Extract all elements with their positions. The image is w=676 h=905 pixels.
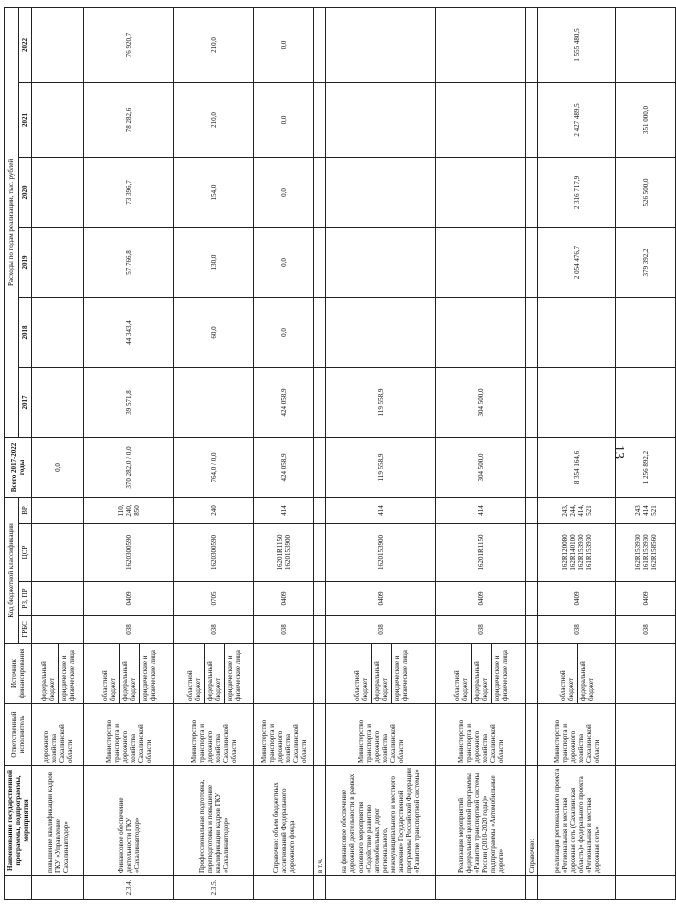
row-name: реализация регионального проекта «Региональная и местная дорожная сеть (Сахалинская область)» федерального проекта «Региональная и местная дорожная сеть» [538, 766, 616, 876]
header-budget-code: Код бюджетной классификации [5, 497, 19, 643]
row-vr [314, 497, 326, 523]
row-y2019: 130,0 [174, 227, 254, 297]
row-grbs: 038 [174, 616, 254, 644]
row-name: Справочно: [526, 766, 538, 876]
row-vr: 243 414 521 [616, 497, 676, 523]
row-y2018 [436, 297, 526, 367]
row-vr: 243, 244, 414, 521 [538, 497, 616, 523]
row-executor [526, 704, 538, 766]
table-row [538, 7, 616, 899]
row-number [526, 876, 538, 900]
row-executor: Министерство транспорта и дорожного хозяйства Сахалинской области [254, 704, 314, 766]
row-y2019 [436, 227, 526, 297]
source-item: федеральный бюджет [577, 644, 596, 703]
source-item: юридические и физические лица [58, 644, 77, 703]
row-y2021: 2 427 489,5 [538, 82, 616, 157]
row-y2019 [526, 227, 538, 297]
table-row [436, 7, 526, 899]
header-row-1 [5, 7, 19, 899]
row-rzpr [526, 582, 538, 616]
row-total [314, 437, 326, 497]
row-number [326, 876, 436, 900]
row-y2018 [314, 297, 326, 367]
source-item [645, 644, 647, 703]
source-item: областной бюджет [353, 670, 370, 701]
row-csr: 16201R1150 [436, 524, 526, 582]
row-y2020 [32, 157, 84, 227]
row-y2021 [526, 82, 538, 157]
row-vr: 414 [436, 497, 526, 523]
header-source: Источник финансирования [5, 644, 32, 704]
source-item: юридические и физические лица [391, 644, 410, 703]
row-grbs: 038 [84, 616, 174, 644]
row-total: 304 500,0 [436, 437, 526, 497]
row-y2018 [526, 297, 538, 367]
row-sources [254, 644, 314, 704]
row-y2019: 2 054 476,7 [538, 227, 616, 297]
row-rzpr: 0409 [326, 582, 436, 616]
header-vr: ВР [18, 497, 32, 523]
header-year: 2017 [18, 367, 32, 437]
row-executor: Министерство транспорта и дорожного хозяйства Сахалинской области [326, 704, 436, 766]
header-csr: ЦСР [18, 524, 32, 582]
row-total: 370 282,0 / 0,0 [84, 437, 174, 497]
row-total: 424 058,9 [254, 437, 314, 497]
row-vr: 110, 240, 850 [84, 497, 174, 523]
row-sources [32, 644, 84, 704]
row-csr: 1620300590 [84, 524, 174, 582]
row-executor: Министерство транспорта и дорожного хозяйства Сахалинской области [538, 704, 616, 766]
row-number [32, 876, 84, 900]
row-y2021 [436, 82, 526, 157]
row-total: 0,0 [32, 437, 84, 497]
header-year: 2020 [18, 157, 32, 227]
row-y2019: 57 766,8 [84, 227, 174, 297]
table-body [32, 7, 676, 899]
row-y2018 [32, 297, 84, 367]
source-item: юридические и физические лица [224, 644, 243, 703]
header-expenses: Расходы по годам реализации, тыс. рублей [5, 7, 19, 437]
row-grbs [32, 616, 84, 644]
row-csr [314, 524, 326, 582]
row-rzpr: 0409 [254, 582, 314, 616]
row-y2022 [32, 7, 84, 82]
table-row [174, 7, 254, 899]
header-year: 2019 [18, 227, 32, 297]
row-sources [84, 644, 174, 704]
source-item: областной бюджет [559, 670, 576, 701]
row-y2021: 0,0 [254, 82, 314, 157]
row-executor: Министерство транспорта и дорожного хозяйства Сахалинской области [84, 704, 174, 766]
row-number: 2.3.5. [174, 876, 254, 900]
row-grbs: 038 [436, 616, 526, 644]
row-y2019 [314, 227, 326, 297]
row-sources [616, 644, 676, 704]
row-y2021: 351 000,0 [616, 82, 676, 157]
source-item: федеральный бюджет [204, 644, 223, 703]
row-rzpr: 0409 [436, 582, 526, 616]
row-grbs [314, 616, 326, 644]
row-sources [526, 644, 538, 704]
row-sources [326, 644, 436, 704]
row-sources [314, 644, 326, 704]
table-row [84, 7, 174, 899]
row-total: 1 256 892,2 [616, 437, 676, 497]
table-row [314, 7, 326, 899]
row-y2020: 0,0 [254, 157, 314, 227]
row-y2020 [436, 157, 526, 227]
row-y2020: 73 396,7 [84, 157, 174, 227]
row-y2019: 379 392,2 [616, 227, 676, 297]
row-number [254, 876, 314, 900]
row-y2022: 0,0 [254, 7, 314, 82]
rotated-table-container [4, 8, 658, 900]
row-executor [314, 704, 326, 766]
source-item [531, 644, 533, 703]
row-y2017: 39 571,8 [84, 367, 174, 437]
row-y2021: 210,0 [174, 82, 254, 157]
row-y2019: 0,0 [254, 227, 314, 297]
row-y2022 [436, 7, 526, 82]
row-y2022 [616, 7, 676, 82]
row-sources [538, 644, 616, 704]
row-number [538, 876, 616, 900]
row-rzpr: 0409 [616, 582, 676, 616]
row-number [314, 876, 326, 900]
source-item: областной бюджет [186, 670, 203, 701]
row-y2021 [326, 82, 436, 157]
page-number: 13 [611, 445, 626, 459]
source-item: юридические и физические лица [139, 644, 158, 703]
row-sources [436, 644, 526, 704]
row-rzpr: 0409 [84, 582, 174, 616]
row-y2017 [32, 367, 84, 437]
row-y2022 [526, 7, 538, 82]
table-row [254, 7, 314, 899]
row-y2017 [616, 367, 676, 437]
row-y2022: 210,0 [174, 7, 254, 82]
row-y2018 [326, 297, 436, 367]
row-grbs: 038 [326, 616, 436, 644]
header-year: 2021 [18, 82, 32, 157]
row-rzpr [314, 582, 326, 616]
row-y2020 [326, 157, 436, 227]
source-item: областной бюджет [453, 670, 470, 701]
row-executor [616, 704, 676, 766]
table-row [32, 7, 84, 899]
header-total: Всего 2017-2022 годы [5, 437, 32, 497]
source-item [319, 644, 321, 703]
row-executor: Министерство транспорта и дорожного хозяйства Сахалинской области [436, 704, 526, 766]
row-name: на финансовое обеспечение дорожной деятельности в рамках основного мероприятия «Содействие развитию автомобильных дорог регионального, межмуниципального и местного значения» Государственной программы Российской Федерации «Развитие транспортной системы» [326, 766, 436, 876]
row-y2021: 78 282,6 [84, 82, 174, 157]
row-y2017 [526, 367, 538, 437]
row-y2020: 2 316 717,9 [538, 157, 616, 227]
row-name: в т.ч. [314, 766, 326, 876]
row-name: Реализация мероприятий федеральной целевой программы «Развитие транспортной системы России (2010-2020 годы)» подпрограммы «Автомобильные дороги» [436, 766, 526, 876]
row-name: Справочно: объем бюджетных ассигнований Федерального дорожного фонда [254, 766, 314, 876]
row-y2018 [616, 297, 676, 367]
row-y2020 [314, 157, 326, 227]
row-csr: 162R120080 162R140100 162R153930 161R153930 [538, 524, 616, 582]
header-name: Наименование государственной программы, подпрограммы, мероприятия [5, 766, 32, 876]
row-vr: 240 [174, 497, 254, 523]
row-total [526, 437, 538, 497]
row-y2017: 119 558,9 [326, 367, 436, 437]
row-name [616, 766, 676, 876]
row-y2020: 154,0 [174, 157, 254, 227]
row-y2020 [526, 157, 538, 227]
row-y2022: 76 920,7 [84, 7, 174, 82]
row-number: 2.3.4. [84, 876, 174, 900]
source-item: федеральный бюджет [119, 644, 138, 703]
source-item: юридические и физические лица [491, 644, 510, 703]
header-grbs: ГРБС [18, 616, 32, 644]
header-rzpr: РЗ, ПР [18, 582, 32, 616]
header-year: 2018 [18, 297, 32, 367]
row-y2017: 424 058,9 [254, 367, 314, 437]
source-item: федеральный бюджет [471, 644, 490, 703]
row-csr: 162R153930 161R153930 162R158560 [616, 524, 676, 582]
row-grbs: 038 [254, 616, 314, 644]
header-executor: Ответственный исполнитель [5, 704, 32, 766]
row-y2017 [174, 367, 254, 437]
row-grbs [526, 616, 538, 644]
row-csr: 1620300590 [174, 524, 254, 582]
source-item [283, 644, 285, 703]
row-sources [174, 644, 254, 704]
row-y2017 [538, 367, 616, 437]
row-total: 119 558,9 [326, 437, 436, 497]
table-row [326, 7, 436, 899]
row-y2018: 0,0 [254, 297, 314, 367]
row-vr [526, 497, 538, 523]
header-num [5, 876, 32, 900]
row-grbs: 038 [616, 616, 676, 644]
row-y2021 [32, 82, 84, 157]
row-grbs: 038 [538, 616, 616, 644]
row-rzpr [32, 582, 84, 616]
row-total: 8 354 164,6 [538, 437, 616, 497]
row-vr [32, 497, 84, 523]
row-y2019 [32, 227, 84, 297]
row-y2020: 526 500,0 [616, 157, 676, 227]
row-name: Профессиональная подготовка, переподготовка и повышение квалификации кадров ГКУ «Сахалинавтодор» [174, 766, 254, 876]
source-item: областной бюджет [101, 670, 118, 701]
row-number [616, 876, 676, 900]
row-y2019 [326, 227, 436, 297]
header-year: 2022 [18, 7, 32, 82]
row-y2017 [314, 367, 326, 437]
row-y2022: 1 555 480,5 [538, 7, 616, 82]
row-y2022 [326, 7, 436, 82]
row-csr [526, 524, 538, 582]
row-vr: 414 [254, 497, 314, 523]
row-csr [32, 524, 84, 582]
row-number [436, 876, 526, 900]
budget-table [4, 7, 676, 900]
row-rzpr: 0705 [174, 582, 254, 616]
row-executor: Министерство транспорта и дорожного хозяйства Сахалинской области [174, 704, 254, 766]
row-y2018: 44 343,4 [84, 297, 174, 367]
row-executor: дорожного хозяйства Сахалинской области [32, 704, 84, 766]
source-item: федеральный бюджет [371, 644, 390, 703]
source-item: федеральный бюджет [40, 661, 57, 701]
table-row [616, 7, 676, 899]
row-csr: 16201R1150 1620153900 [254, 524, 314, 582]
row-y2022 [314, 7, 326, 82]
row-name: Финансовое обеспечение деятельности ГКУ «Сахалинавтодор» [84, 766, 174, 876]
row-y2017: 304 500,0 [436, 367, 526, 437]
row-y2021 [314, 82, 326, 157]
row-y2018 [538, 297, 616, 367]
row-y2018: 60,0 [174, 297, 254, 367]
row-csr: 1620153900 [326, 524, 436, 582]
row-name: повышение квалификации кадров ГКУ «Управление Сахалинавтодор» [32, 766, 84, 876]
row-vr: 414 [326, 497, 436, 523]
row-total: 764,0 / 0,0 [174, 437, 254, 497]
row-rzpr: 0409 [538, 582, 616, 616]
table-row [526, 7, 538, 899]
